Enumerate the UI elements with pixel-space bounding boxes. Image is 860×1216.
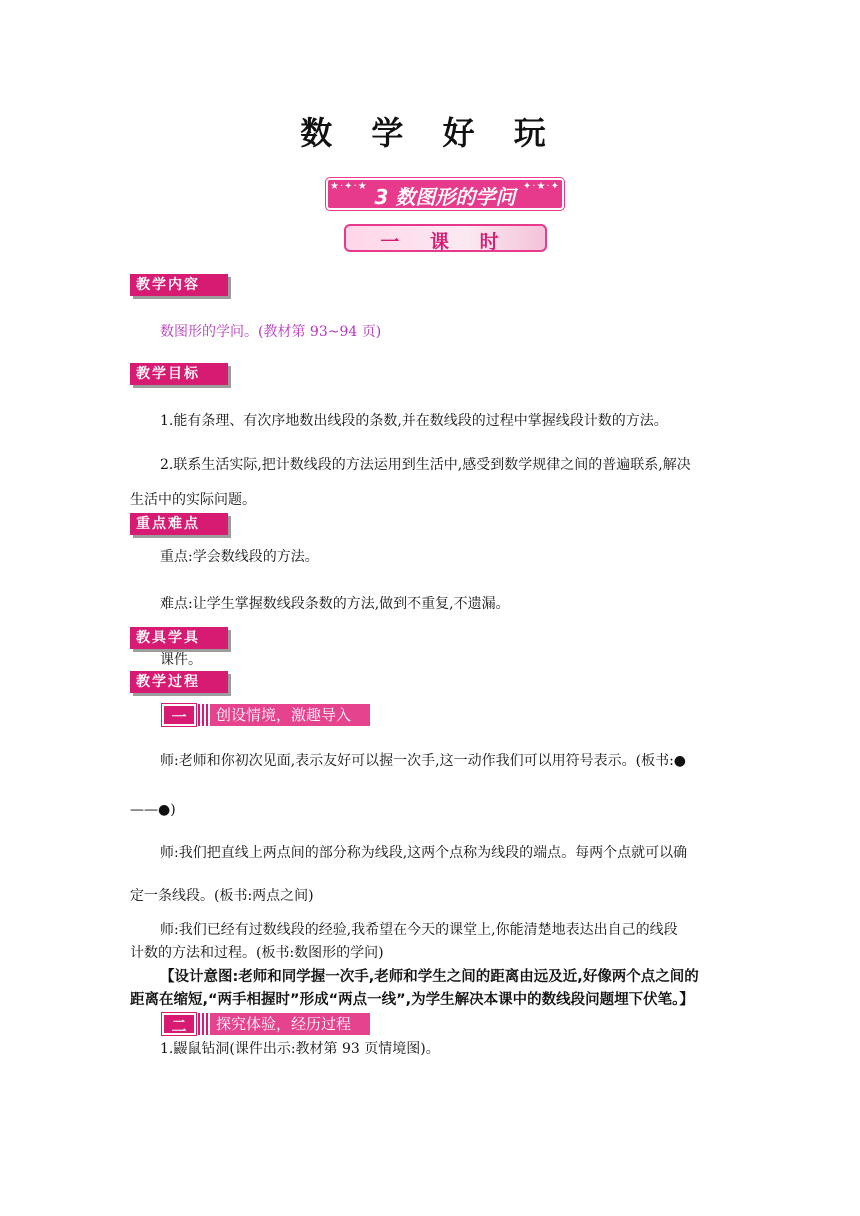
- paragraph-1-line2: ——●): [130, 802, 176, 818]
- difficult-point: 难点:让学生掌握数线段条数的方法,做到不重复,不遗漏。: [160, 596, 510, 612]
- section-label-process: 教学过程: [130, 671, 228, 693]
- step-2-number: 二: [162, 1013, 196, 1035]
- paragraph-3-line2: 计数的方法和过程。(板书:数图形的学问): [130, 945, 384, 961]
- design-intent-line2: 距离在缩短,“两手相握时”形成“两点一线”,为学生解决本课中的数线段问题埋下伏笔。】: [130, 992, 694, 1008]
- paragraph-4: 1.鼹鼠钻洞(课件出示:教材第 93 页情境图)。: [160, 1041, 440, 1057]
- section-label-goals: 教学目标: [130, 363, 228, 385]
- unit-banner: [326, 178, 564, 210]
- step-1-header: [162, 704, 370, 726]
- lesson-banner-text: 一 课 时: [380, 231, 511, 253]
- goal-2-line1: 2.联系生活实际,把计数线段的方法运用到生活中,感受到数学规律之间的普遍联系,解决: [160, 457, 691, 473]
- unit-banner-text: 3 数图形的学问: [374, 185, 516, 209]
- step-1-title: 创设情境，激趣导入: [210, 704, 370, 726]
- content-text: 数图形的学问。(教材第 93~94 页): [160, 324, 382, 340]
- star-decoration-icon: ✦·★·✦: [522, 181, 560, 192]
- paragraph-1-line1: 师:老师和你初次见面,表示友好可以握一次手,这一动作我们可以用符号表示。(板书:●: [160, 753, 687, 769]
- key-point: 重点:学会数线段的方法。: [160, 549, 319, 565]
- paragraph-3-line1: 师:我们已经有过数线段的经验,我希望在今天的课堂上,你能清楚地表达出自己的线段: [160, 922, 678, 938]
- goal-1: 1.能有条理、有次序地数出线段的条数,并在数线段的过程中掌握线段计数的方法。: [160, 413, 668, 429]
- goal-2-line2: 生活中的实际问题。: [130, 492, 256, 508]
- paragraph-2-line1: 师:我们把直线上两点间的部分称为线段,这两个点称为线段的端点。每两个点就可以确: [160, 845, 688, 861]
- step-2-header: [162, 1013, 370, 1035]
- design-intent-line1: 【设计意图:老师和同学握一次手,老师和学生之间的距离由远及近,好像两个点之间的: [160, 969, 699, 985]
- tools-text: 课件。: [160, 652, 202, 668]
- section-label-key: 重点难点: [130, 513, 228, 535]
- section-label-tools: 教具学具: [130, 627, 228, 649]
- lesson-banner: [344, 224, 547, 252]
- step-2-stripes: [198, 1013, 208, 1035]
- star-decoration-icon: ★·✦·★: [330, 181, 368, 192]
- page-title: 数 学 好 玩: [300, 114, 560, 152]
- section-label-content: 教学内容: [130, 274, 228, 296]
- step-1-stripes: [198, 704, 208, 726]
- step-1-number: 一: [162, 704, 196, 726]
- paragraph-2-line2: 定一条线段。(板书:两点之间): [130, 888, 314, 904]
- step-2-title: 探究体验，经历过程: [210, 1013, 370, 1035]
